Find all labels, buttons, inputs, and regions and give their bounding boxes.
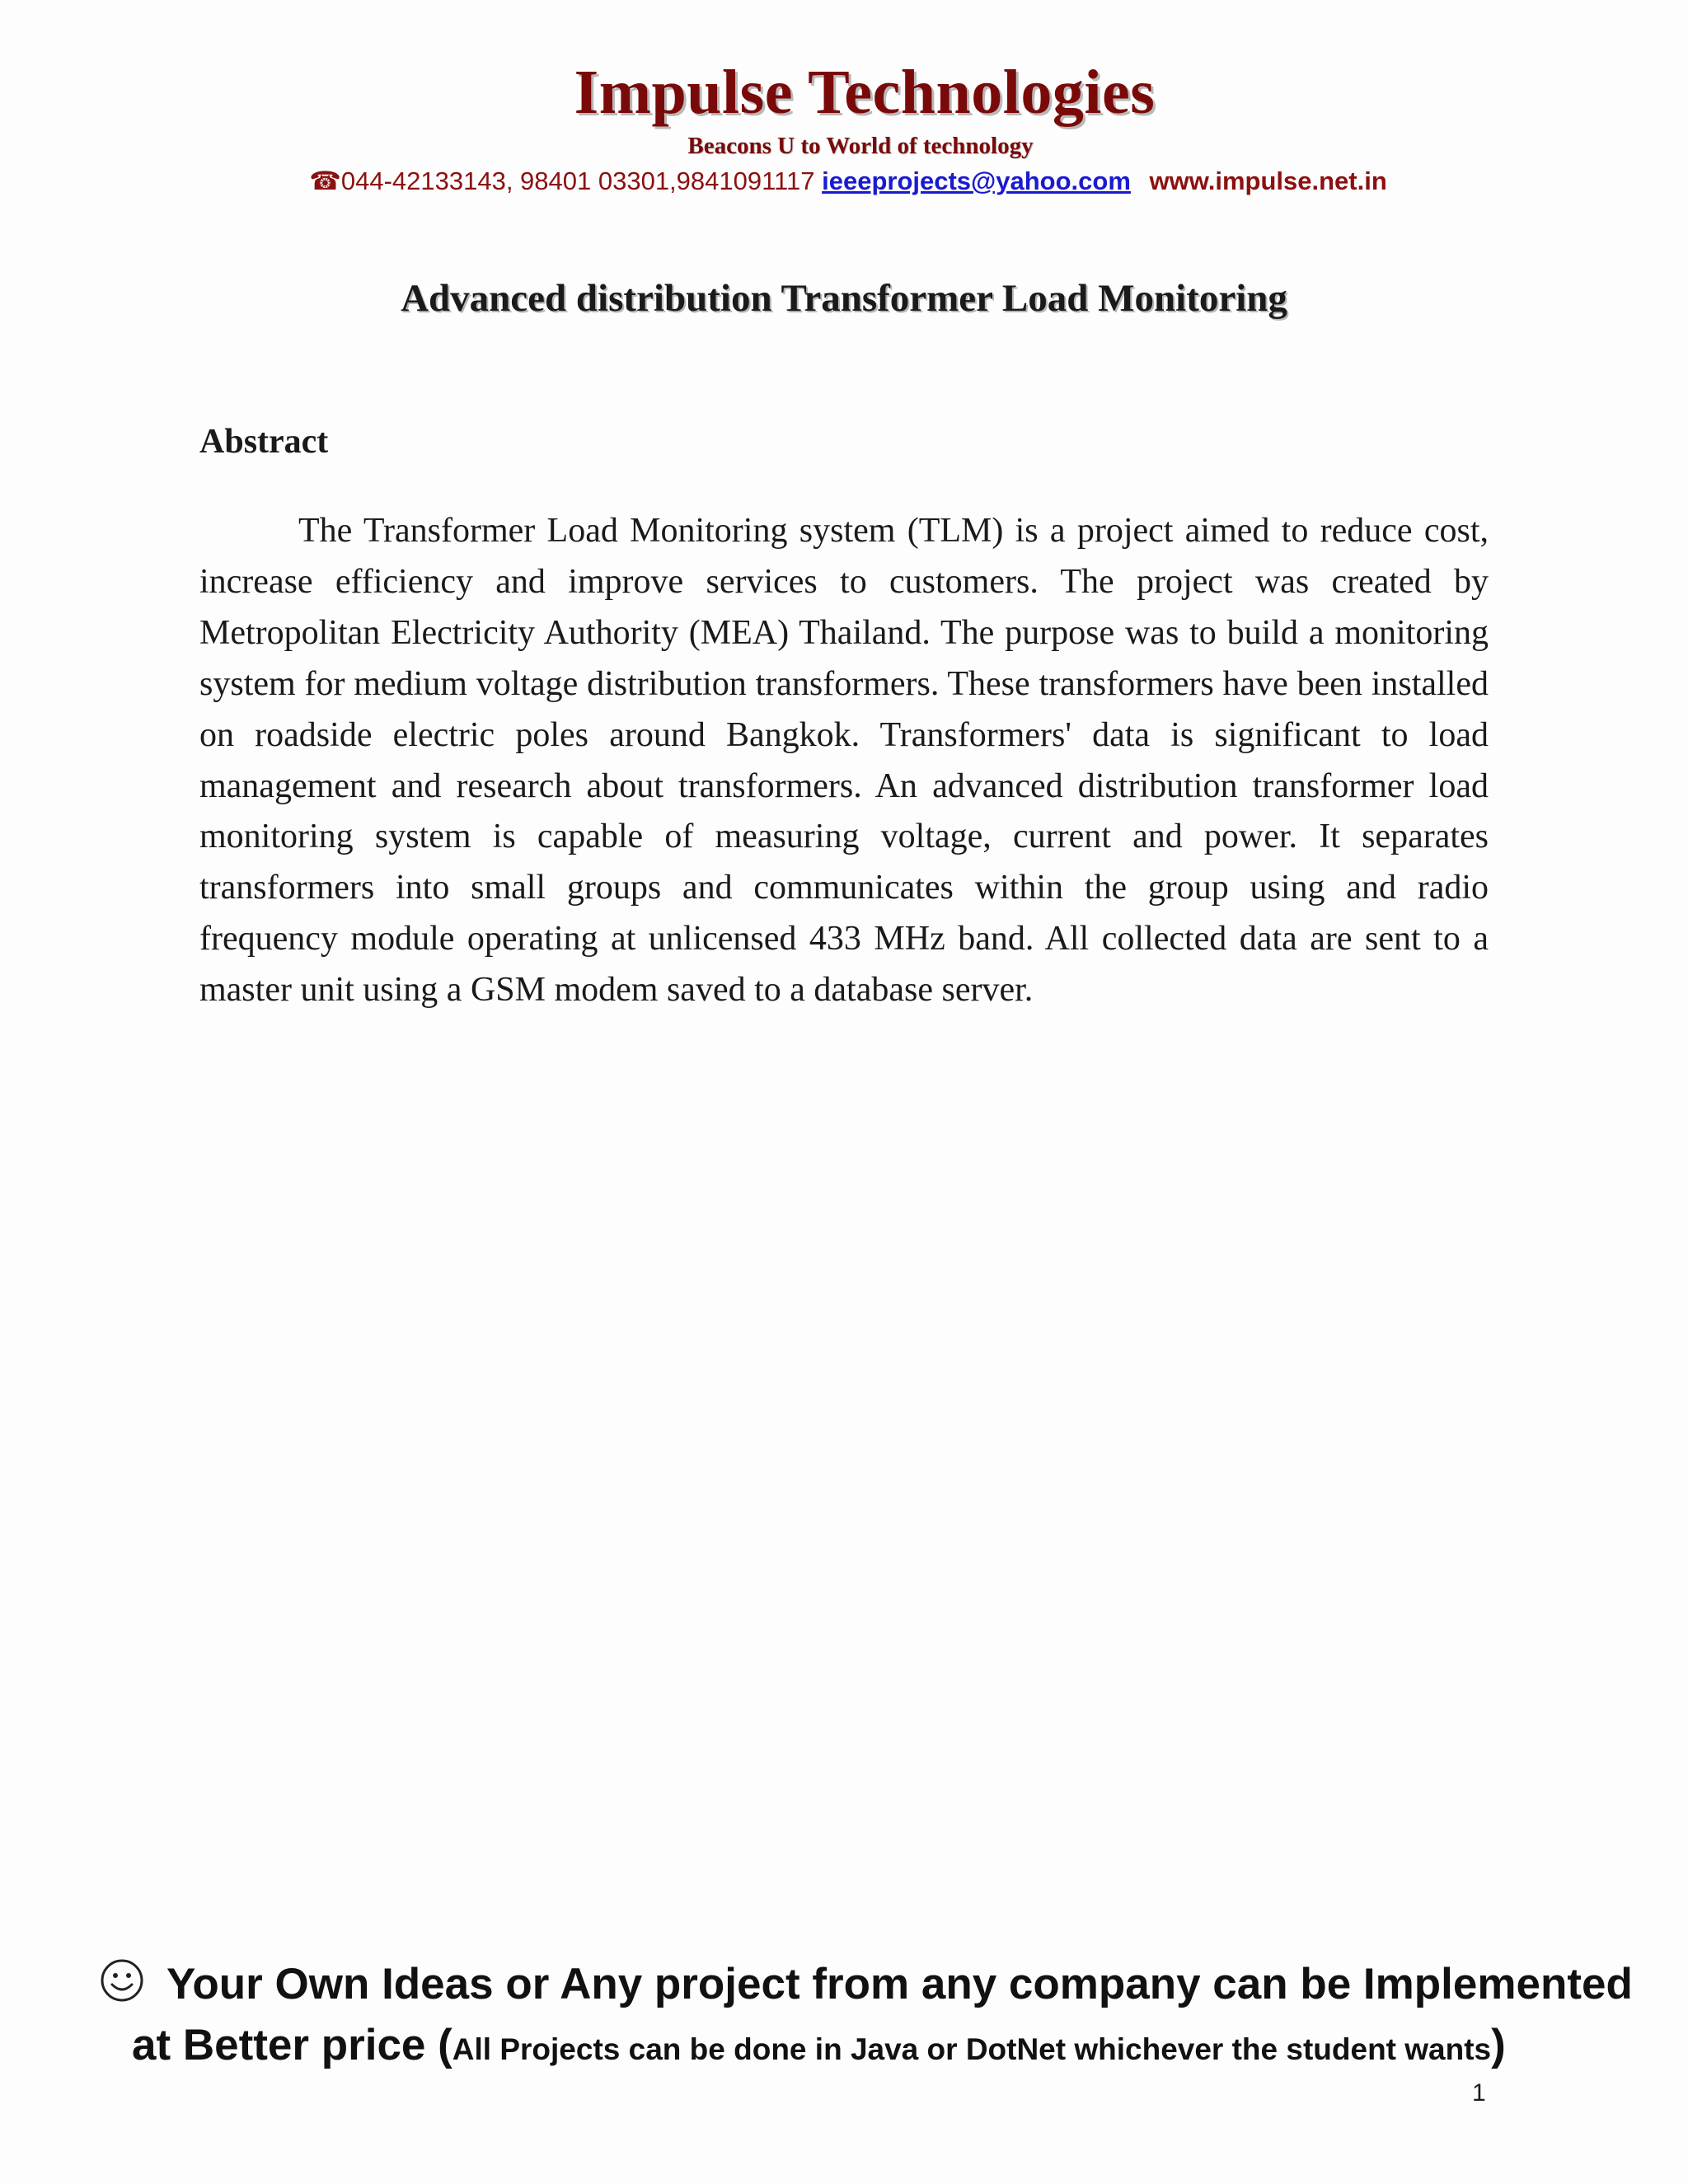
promo-line-1 <box>99 1955 1633 2014</box>
abstract-paragraph: The Transformer Load Monitoring system (TLM) is a project aimed to reduce cost, increase efficiency and improve services to customers. The project was created by Metropolitan Electricity Authority (MEA) Thailand. The purpose was to build a monitoring system for medium voltage distribution transformers. These transformers have been installed on roadside electric poles around Bangkok. Transformers' data is significant to load management and research about transformers. An advanced distribution transformer load monitoring system is capable of measuring voltage, current and power. It separates transformers into small groups and communicates within the group using and radio frequency module operating at unlicensed 433 MHz band. All collected data are sent to a master unit using a GSM modem saved to a database server. <box>199 512 1489 1010</box>
promo-text-line-2-start: at Better price ( <box>132 2021 452 2069</box>
promo-text-line-2-note: All Projects can be done in Java or DotNet whichever the student wants <box>452 2032 1492 2066</box>
document-title: Advanced distribution Transformer Load Monitoring <box>401 277 1287 320</box>
promo-line-2 <box>132 2016 1506 2079</box>
company-name: Impulse Technologies <box>574 58 1156 127</box>
page-number: 1 <box>1472 2079 1486 2107</box>
abstract-heading: Abstract <box>199 423 329 461</box>
phone-numbers: 044-42133143, 98401 03301,9841091117 <box>340 166 815 195</box>
website-link[interactable]: www.impulse.net.in <box>1149 166 1387 195</box>
promo-text-line-1: Your Own Ideas or Any project from any company can be Implemented <box>166 1960 1633 2008</box>
contact-line <box>8 163 1688 199</box>
company-tagline: Beacons U to World of technology <box>687 133 1034 159</box>
phone-icon: ☎ <box>309 166 341 195</box>
promo-text-line-2-end: ) <box>1491 2021 1506 2069</box>
email-link[interactable]: ieeeprojects@yahoo.com <box>822 166 1131 195</box>
letterhead <box>0 53 1688 199</box>
smiley-face-icon <box>99 1957 145 2004</box>
